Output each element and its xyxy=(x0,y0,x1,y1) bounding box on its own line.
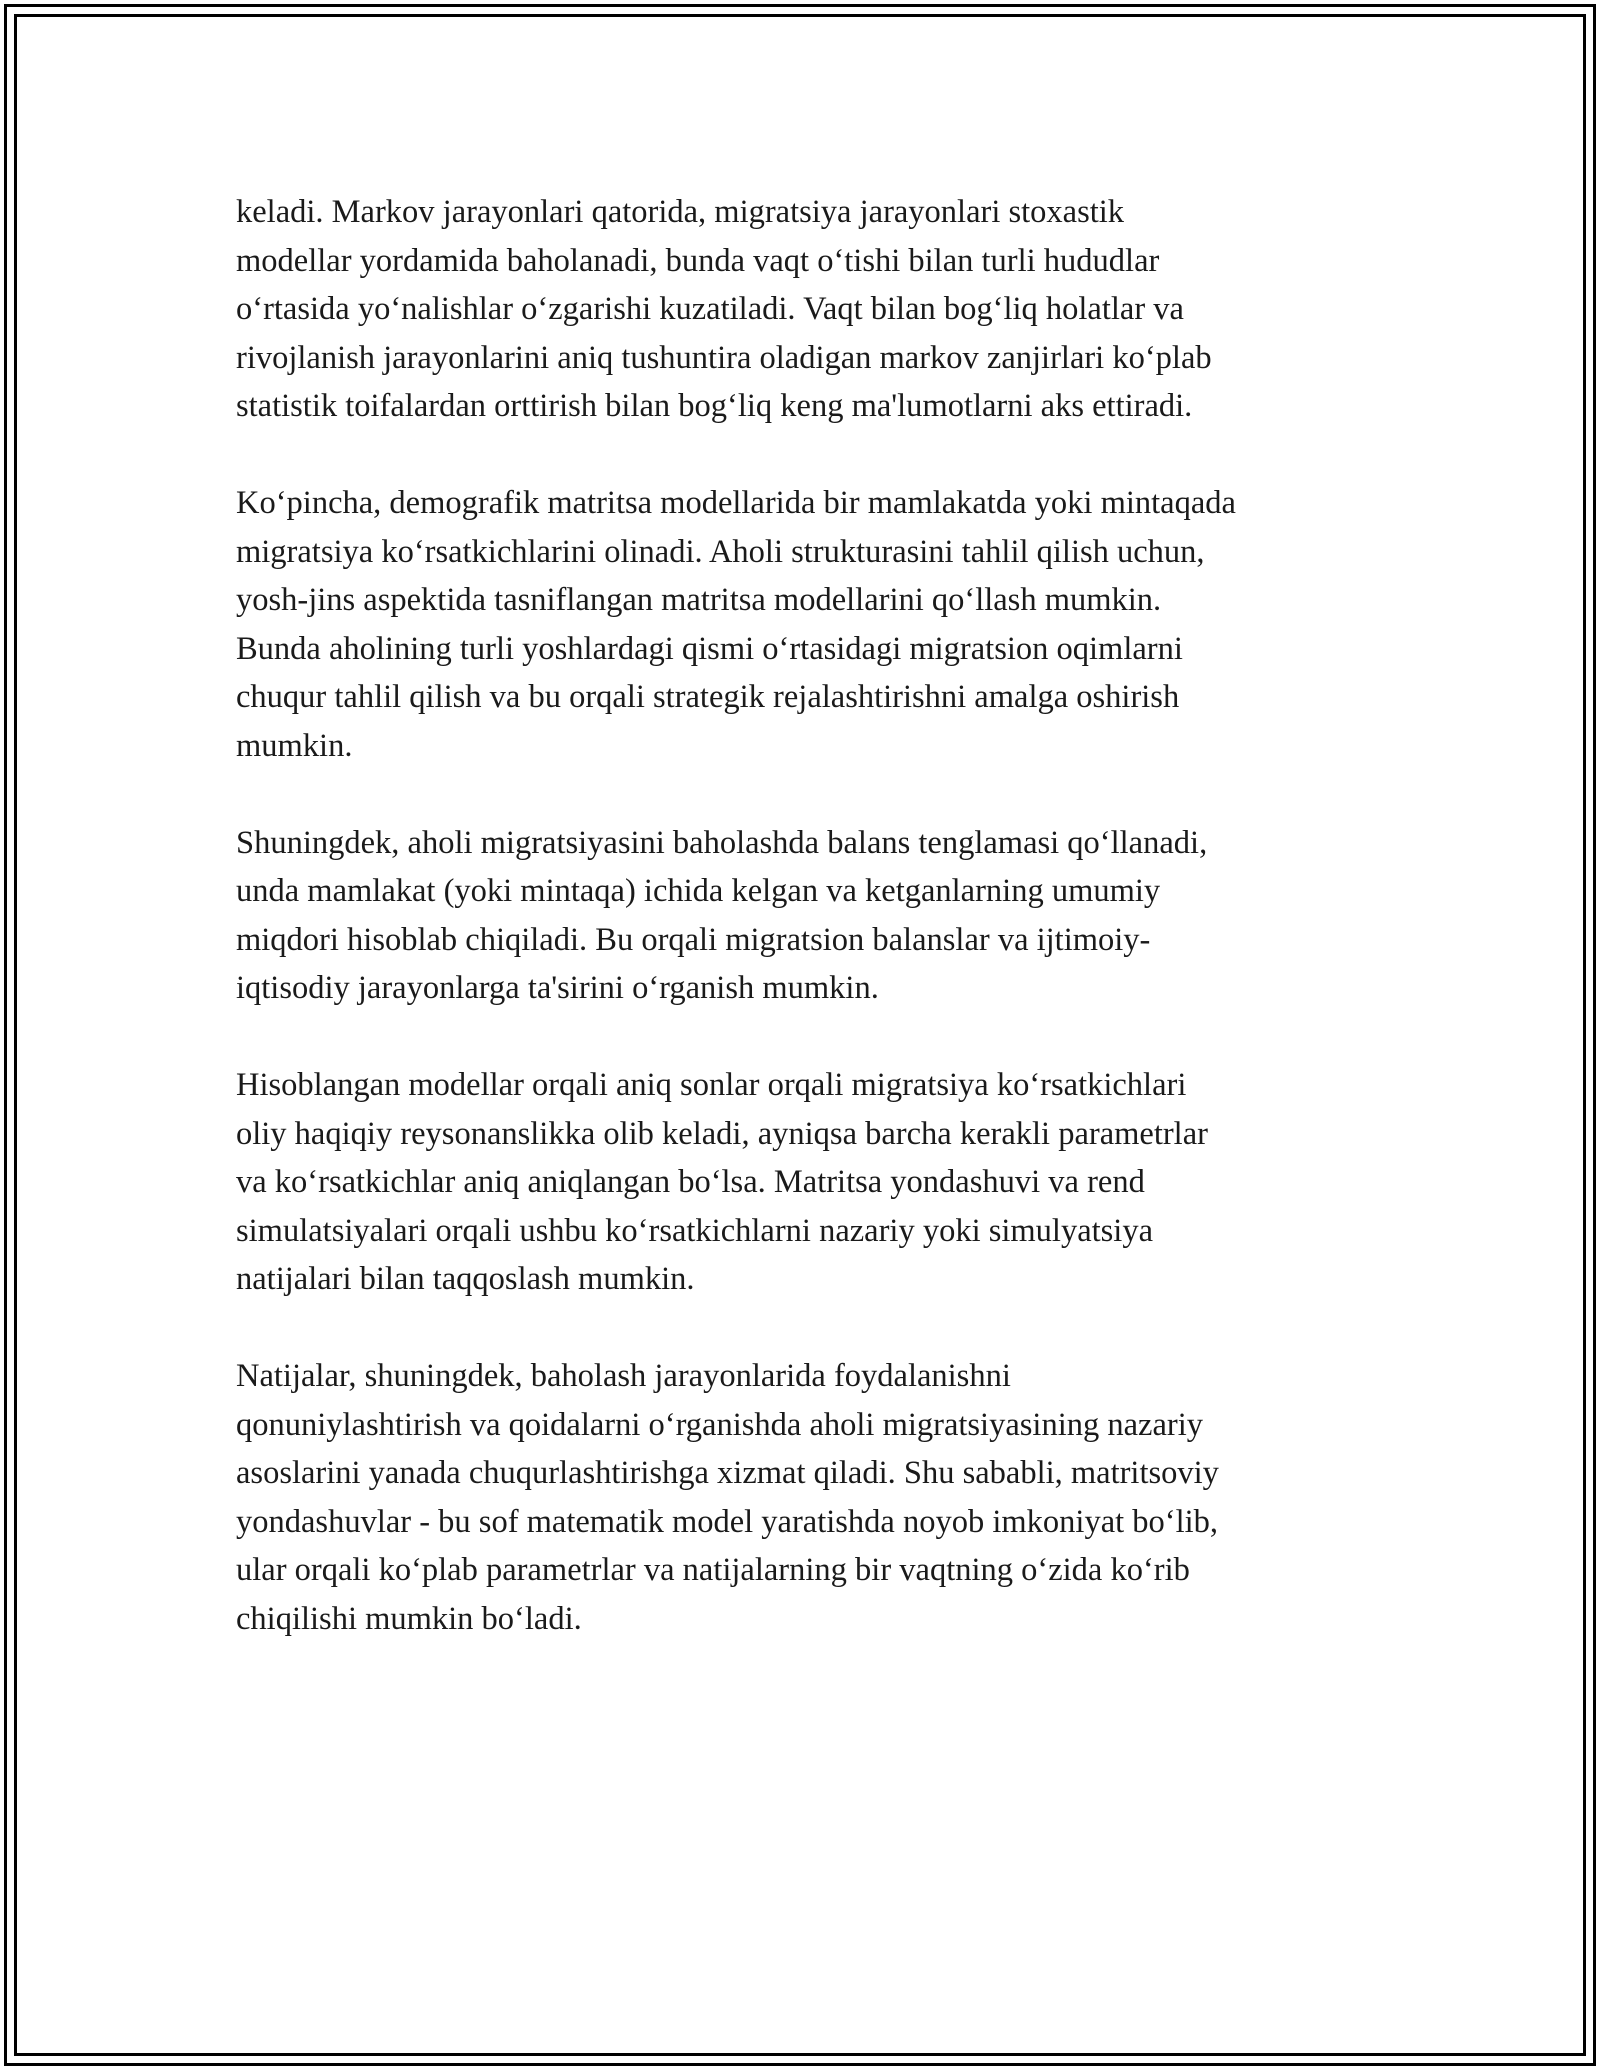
paragraph: Natijalar, shuningdek, baholash jarayonlarida foydalanishni qonuniylashtirish va qoidalarni o‘rganishda aholi migratsiyasining nazariy asoslarini yanada chuqurlashtirishga xizmat qiladi. Shu sababli, matritsoviy yondashuvlar - bu sof matematik model yaratishda noyob imkoniyat bo‘lib, ular orqali ko‘plab parametrlar va natijalarning bir vaqtning o‘zida ko‘rib chiqilishi mumkin bo‘ladi. xyxy=(236,1358,1219,1637)
paragraph: Hisoblangan modellar orqali aniq sonlar orqali migratsiya ko‘rsatkichlari oliy haqiqiy reysonanslikka olib keladi, ayniqsa barcha kerakli parametrlar va ko‘rsatkichlar aniq aniqlangan bo‘lsa. Matritsa yondashuvi va rend simulatsiyalari orqali ushbu ko‘rsatkichlarni nazariy yoki simulyatsiya natijalari bilan taqqoslash mumkin. xyxy=(236,1067,1208,1297)
paragraph: Shuningdek, aholi migratsiyasini baholashda balans tenglamasi qo‘llanadi, unda mamlakat (yoki mintaqa) ichida kelgan va ketganlarning umumiy miqdori hisoblab chiqiladi. Bu orqali migratsion balanslar va ijtimoiy- iqtisodiy jarayonlarga ta'sirini o‘rganish mumkin. xyxy=(236,824,1208,1006)
paragraph: Ko‘pincha, demografik matritsa modellarida bir mamlakatda yoki mintaqada migratsiya ko‘rsatkichlarini olinadi. Aholi strukturasini tahlil qilish uchun, yosh-jins aspektida tasniflangan matritsa modellarini qo‘llash mumkin. Bunda aholining turli yoshlardagi qismi o‘rtasidagi migratsion oqimlarni chuqur tahlil qilish va bu orqali strategik rejalashtirishni amalga oshirish mumkin. xyxy=(236,485,1236,764)
document-body xyxy=(236,188,1386,1692)
paragraph: keladi. Markov jarayonlari qatorida, migratsiya jarayonlari stoxastik modellar yordamida baholanadi, bunda vaqt o‘tishi bilan turli hududlar o‘rtasida yo‘nalishlar o‘zgarishi kuzatiladi. Vaqt bilan bog‘liq holatlar va rivojlanish jarayonlarini aniq tushuntira oladigan markov zanjirlari ko‘plab statistik toifalardan orttirish bilan bog‘liq keng ma'lumotlarni aks ettiradi. xyxy=(236,194,1212,424)
